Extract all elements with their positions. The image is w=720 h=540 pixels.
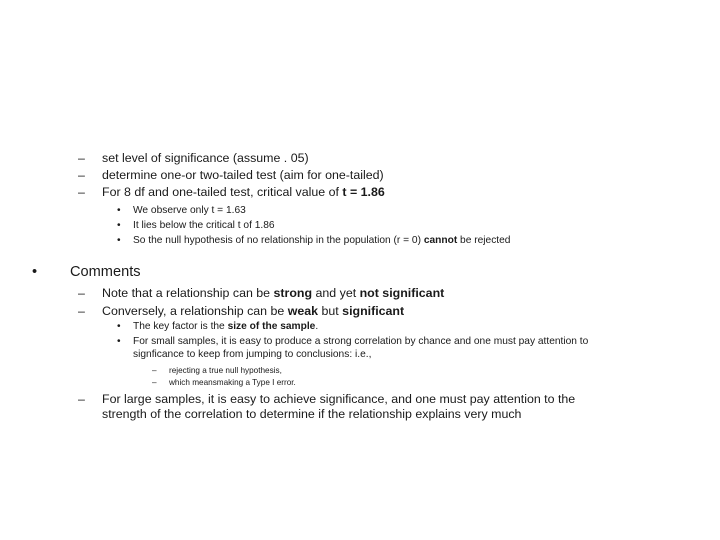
list-item-null-hypothesis (133, 235, 510, 246)
bullet-marker: • (32, 264, 38, 280)
text: So the null hypothesis of no relationship in the population (r = 0) (133, 235, 424, 246)
bullet-marker: • (117, 205, 121, 216)
dash-marker: – (78, 304, 85, 318)
bullet-marker: • (117, 220, 121, 231)
dash-marker: – (152, 366, 157, 375)
dash-marker: – (78, 151, 85, 165)
strong-bold: strong (273, 286, 313, 300)
dash-marker: – (152, 378, 157, 387)
list-item-weak-significant (102, 304, 404, 318)
list-item-reject-null: rejecting a true null hypothesis, (169, 366, 282, 375)
text: . (315, 321, 319, 332)
text: Conversely, a relationship can be (102, 304, 288, 318)
comments-heading: Comments (70, 264, 141, 280)
dash-marker: – (78, 168, 85, 182)
not-significant-bold: not significant (359, 286, 445, 300)
list-item-strong-not-significant (102, 286, 444, 300)
text: Note that a relationship can be (102, 286, 274, 300)
dash-marker: – (78, 392, 85, 406)
bullet-marker: • (117, 321, 121, 332)
dash-marker: – (78, 185, 85, 199)
text: The key factor is the (133, 321, 228, 332)
list-item-below-critical: It lies below the critical t of 1.86 (133, 220, 275, 231)
list-item-observed-t: We observe only t = 1.63 (133, 205, 246, 216)
critical-value-bold: t = 1.86 (342, 185, 385, 199)
bullet-marker: • (117, 336, 121, 347)
significant-bold: significant (342, 304, 405, 318)
text: be rejected (457, 235, 511, 246)
list-item-critical-value (102, 185, 385, 199)
list-item-small-samples-cont: signficance to keep from jumping to conclusions: i.e., (133, 349, 372, 360)
sample-size-bold: size of the sample (227, 321, 316, 332)
list-item-large-samples-cont: strength of the correlation to determine if the relationship explains very much (102, 407, 522, 421)
weak-bold: weak (287, 304, 319, 318)
list-item-large-samples: For large samples, it is easy to achieve significance, and one must pay attention to the (102, 392, 576, 406)
dash-marker: – (78, 286, 85, 300)
list-item-type-one-error: which meansmaking a Type I error. (169, 378, 296, 387)
list-item-tailed-test: determine one-or two-tailed test (aim for one-tailed) (102, 168, 384, 182)
list-item-significance-level: set level of significance (assume . 05) (102, 151, 309, 165)
text: and yet (312, 286, 360, 300)
list-item-small-samples: For small samples, it is easy to produce a strong correlation by chance and one must pay attention to (133, 336, 589, 347)
text: but (318, 304, 343, 318)
list-item-key-factor (133, 321, 318, 332)
cannot-bold: cannot (423, 235, 458, 246)
text: For 8 df and one-tailed test, critical value of (102, 185, 343, 199)
bullet-marker: • (117, 235, 121, 246)
